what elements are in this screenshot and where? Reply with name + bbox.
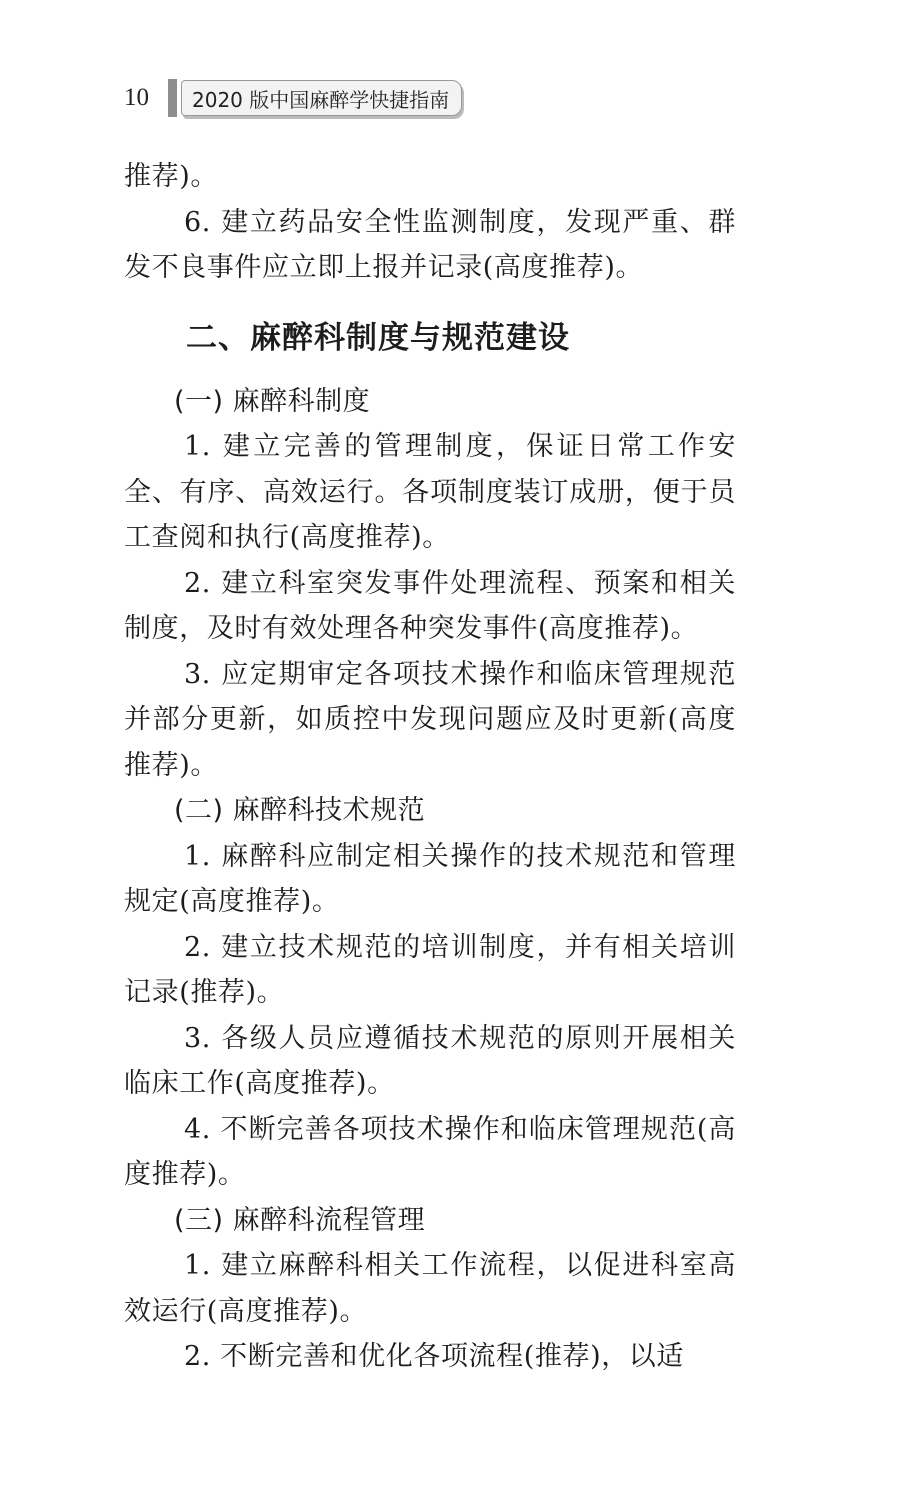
subsection-2-item-3: 3. 各级人员应遵循技术规范的原则开展相关临床工作(高度推荐)。 <box>124 1022 736 1099</box>
subsection-title-2: (二) 麻醉科技术规范 <box>174 795 426 826</box>
running-header <box>124 78 462 118</box>
subsection-title-1: (一) 麻醉科制度 <box>174 385 371 417</box>
subsection-1-item-1: 1. 建立完善的管理制度，保证日常工作安全、有序、高效运行。各项制度装订成册，便于员工查阅和执行(高度推荐)。 <box>124 431 736 553</box>
subsection-title-3: (三) 麻醉科流程管理 <box>174 1204 426 1236</box>
subsection-2-item-1: 1. 麻醉科应制定相关操作的技术规范和管理规定(高度推荐)。 <box>124 840 736 917</box>
subsection-2-item-2: 2. 建立技术规范的培训制度，并有相关培训记录(推荐)。 <box>124 931 736 1008</box>
page-body <box>124 154 736 1380</box>
subsection-2-item-4: 4. 不断完善各项技术操作和临床管理规范(高度推荐)。 <box>124 1113 736 1190</box>
page-number: 10 <box>124 84 149 111</box>
subsection-1-item-2: 2. 建立科室突发事件处理流程、预案和相关制度，及时有效处理各种突发事件(高度推荐)。 <box>124 567 736 644</box>
section-title: 二、麻醉科制度与规范建设 <box>186 319 570 356</box>
subsection-3-item-1: 1. 建立麻醉科相关工作流程，以促进科室高效运行(高度推荐)。 <box>124 1250 736 1327</box>
book-title-tab: 2020 版中国麻醉学快捷指南 <box>181 80 462 116</box>
subsection-3-item-2: 2. 不断完善和优化各项流程(推荐)，以适 <box>184 1341 685 1372</box>
header-tab-bar <box>168 79 177 117</box>
paragraph-continued: 推荐)。 <box>124 161 218 192</box>
subsection-1-item-3: 3. 应定期审定各项技术操作和临床管理规范并部分更新，如质控中发现问题应及时更新(高度推荐)。 <box>124 658 736 781</box>
paragraph-item-6: 6. 建立药品安全性监测制度，发现严重、群发不良事件应立即上报并记录(高度推荐)。 <box>124 206 736 283</box>
